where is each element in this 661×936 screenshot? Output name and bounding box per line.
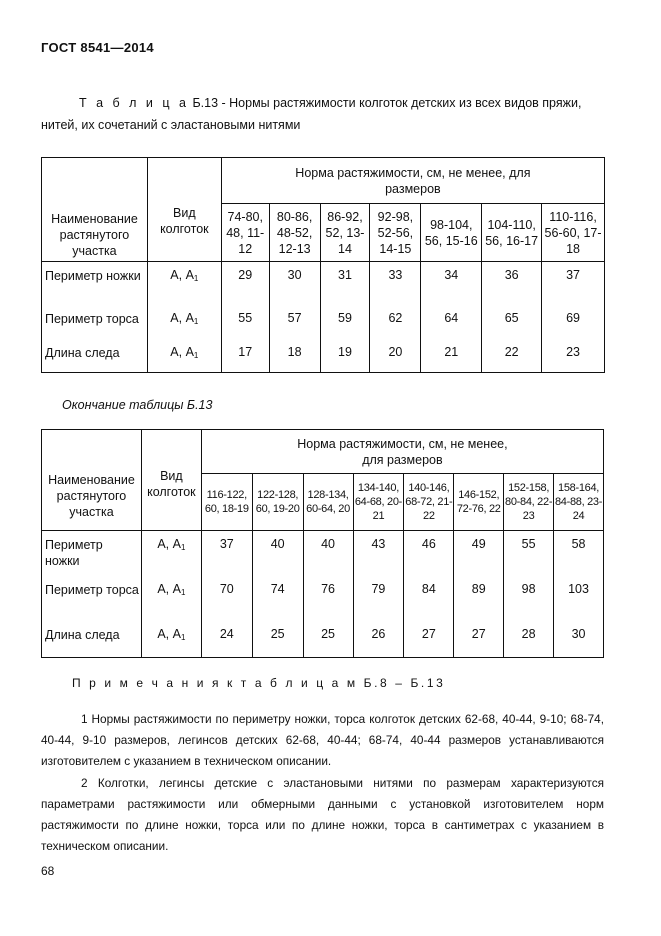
- note-2: 2 Колготки, легинсы детские с эластановыми нитями по размерам характеризуются параметрами растяжимости или обмерными данными с установкой изготовителем норм растяжимости по длине ножки, торса или по длине ножки, торса в сантиметрах с указанием в техническом описании.: [41, 776, 604, 853]
- value-cell: 21: [421, 340, 482, 373]
- value-cell: 59: [320, 306, 370, 340]
- col-header-norm: Норма растяжимости, см, не менее, для размеров: [201, 430, 603, 474]
- note-1: 1 Нормы растяжимости по периметру ножки, торса колготок детских 62-68, 40-44, 9-10; 68-74, 40-44, 9-10 размеров, легинсов детских 62-68, 40-44; 68-74, 40-44 размеров устанавливаются изготовителем с указанием в техническом описании.: [41, 712, 604, 768]
- value-cell: 65: [482, 306, 542, 340]
- size-header: 146-152, 72-76, 22: [454, 474, 504, 531]
- value-cell: 34: [421, 262, 482, 306]
- value-cell: 74: [252, 572, 303, 615]
- value-cell: 36: [482, 262, 542, 306]
- table-caption: [41, 92, 606, 136]
- caption-text: Б.13 - Нормы растяжимости колготок детских из всех видов пряжи, нитей, их сочетаний с эластановыми нитями: [41, 96, 582, 132]
- col-header-part: Наименование растянутого участка: [42, 430, 142, 531]
- size-header: 92-98, 52-56, 14-15: [370, 204, 421, 262]
- col-header-type: Вид колготок: [147, 158, 221, 262]
- value-cell: 76: [303, 572, 353, 615]
- row-type-subscript: 1: [193, 350, 199, 360]
- value-cell: 26: [353, 615, 404, 658]
- size-header: 104-110, 56, 16-17: [482, 204, 542, 262]
- row-type-subscript: 1: [180, 632, 186, 642]
- value-cell: 49: [454, 531, 504, 572]
- size-header: 98-104, 56, 15-16: [421, 204, 482, 262]
- value-cell: 89: [454, 572, 504, 615]
- size-header: 140-146, 68-72, 21-22: [404, 474, 454, 531]
- size-header: 110-116, 56-60, 17-18: [542, 204, 605, 262]
- size-header: 86-92, 52, 13-14: [320, 204, 370, 262]
- table-continuation-caption: Окончание таблицы Б.13: [62, 398, 213, 412]
- norms-table-1: [41, 157, 605, 373]
- value-cell: 17: [221, 340, 269, 373]
- row-type-text: А, А: [170, 268, 194, 282]
- table-row: [42, 531, 604, 572]
- value-cell: 103: [554, 572, 604, 615]
- value-cell: 43: [353, 531, 404, 572]
- table-row: [42, 340, 605, 373]
- value-cell: 25: [303, 615, 353, 658]
- value-cell: 55: [504, 531, 554, 572]
- value-cell: 40: [303, 531, 353, 572]
- value-cell: 18: [269, 340, 320, 373]
- value-cell: 62: [370, 306, 421, 340]
- row-type: [141, 572, 201, 615]
- col-header-type: Вид колготок: [141, 430, 201, 531]
- row-part-name: Периметр ножки: [42, 262, 148, 306]
- row-type: [147, 306, 221, 340]
- value-cell: 58: [554, 531, 604, 572]
- value-cell: 30: [554, 615, 604, 658]
- size-header: 158-164, 84-88, 23-24: [554, 474, 604, 531]
- table-row: [42, 572, 604, 615]
- value-cell: 84: [404, 572, 454, 615]
- row-type: [147, 340, 221, 373]
- value-cell: 33: [370, 262, 421, 306]
- row-type-text: А, А: [170, 310, 194, 325]
- value-cell: 27: [454, 615, 504, 658]
- row-type: [141, 531, 201, 572]
- notes-title: П р и м е ч а н и я к т а б л и ц а м Б.8 – Б.13: [72, 676, 446, 690]
- value-cell: 29: [221, 262, 269, 306]
- row-part-name: Периметр торса: [42, 306, 148, 340]
- size-header: 122-128, 60, 19-20: [252, 474, 303, 531]
- value-cell: 37: [201, 531, 252, 572]
- value-cell: 37: [542, 262, 605, 306]
- row-type-text: А, А: [157, 537, 181, 551]
- row-type-subscript: 1: [180, 587, 186, 597]
- row-type-text: А, А: [157, 626, 181, 641]
- value-cell: 28: [504, 615, 554, 658]
- table-row: [42, 306, 605, 340]
- row-type: [141, 615, 201, 658]
- row-part-name: Периметр торса: [42, 572, 142, 615]
- value-cell: 23: [542, 340, 605, 373]
- row-part-name: Длина следа: [42, 340, 148, 373]
- row-type-text: А, А: [170, 344, 194, 359]
- norms-table-2: [41, 429, 604, 658]
- value-cell: 30: [269, 262, 320, 306]
- value-cell: 40: [252, 531, 303, 572]
- size-header: 134-140, 64-68, 20-21: [353, 474, 404, 531]
- value-cell: 64: [421, 306, 482, 340]
- value-cell: 19: [320, 340, 370, 373]
- value-cell: 31: [320, 262, 370, 306]
- value-cell: 20: [370, 340, 421, 373]
- table-row: [42, 615, 604, 658]
- value-cell: 98: [504, 572, 554, 615]
- value-cell: 22: [482, 340, 542, 373]
- value-cell: 57: [269, 306, 320, 340]
- col-header-part: Наименование растянутого участка: [42, 158, 148, 262]
- document-header: ГОСТ 8541—2014: [41, 40, 154, 55]
- row-type: [147, 262, 221, 306]
- size-header: 152-158, 80-84, 22-23: [504, 474, 554, 531]
- size-header: 80-86, 48-52, 12-13: [269, 204, 320, 262]
- row-part-name: Длина следа: [42, 615, 142, 658]
- row-type-subscript: 1: [180, 543, 186, 552]
- row-part-name: Периметр ножки: [42, 531, 142, 572]
- table-row: [42, 262, 605, 306]
- caption-label: Т а б л и ц а: [79, 96, 189, 110]
- value-cell: 70: [201, 572, 252, 615]
- size-header: 74-80, 48, 11-12: [221, 204, 269, 262]
- size-header: 116-122, 60, 18-19: [201, 474, 252, 531]
- value-cell: 55: [221, 306, 269, 340]
- row-type-subscript: 1: [193, 274, 199, 283]
- value-cell: 79: [353, 572, 404, 615]
- row-type-subscript: 1: [193, 316, 199, 326]
- value-cell: 46: [404, 531, 454, 572]
- col-header-norm: Норма растяжимости, см, не менее, для размеров: [221, 158, 604, 204]
- value-cell: 24: [201, 615, 252, 658]
- value-cell: 69: [542, 306, 605, 340]
- size-header: 128-134, 60-64, 20: [303, 474, 353, 531]
- value-cell: 25: [252, 615, 303, 658]
- page-number: 68: [41, 864, 55, 878]
- row-type-text: А, А: [157, 581, 181, 596]
- value-cell: 27: [404, 615, 454, 658]
